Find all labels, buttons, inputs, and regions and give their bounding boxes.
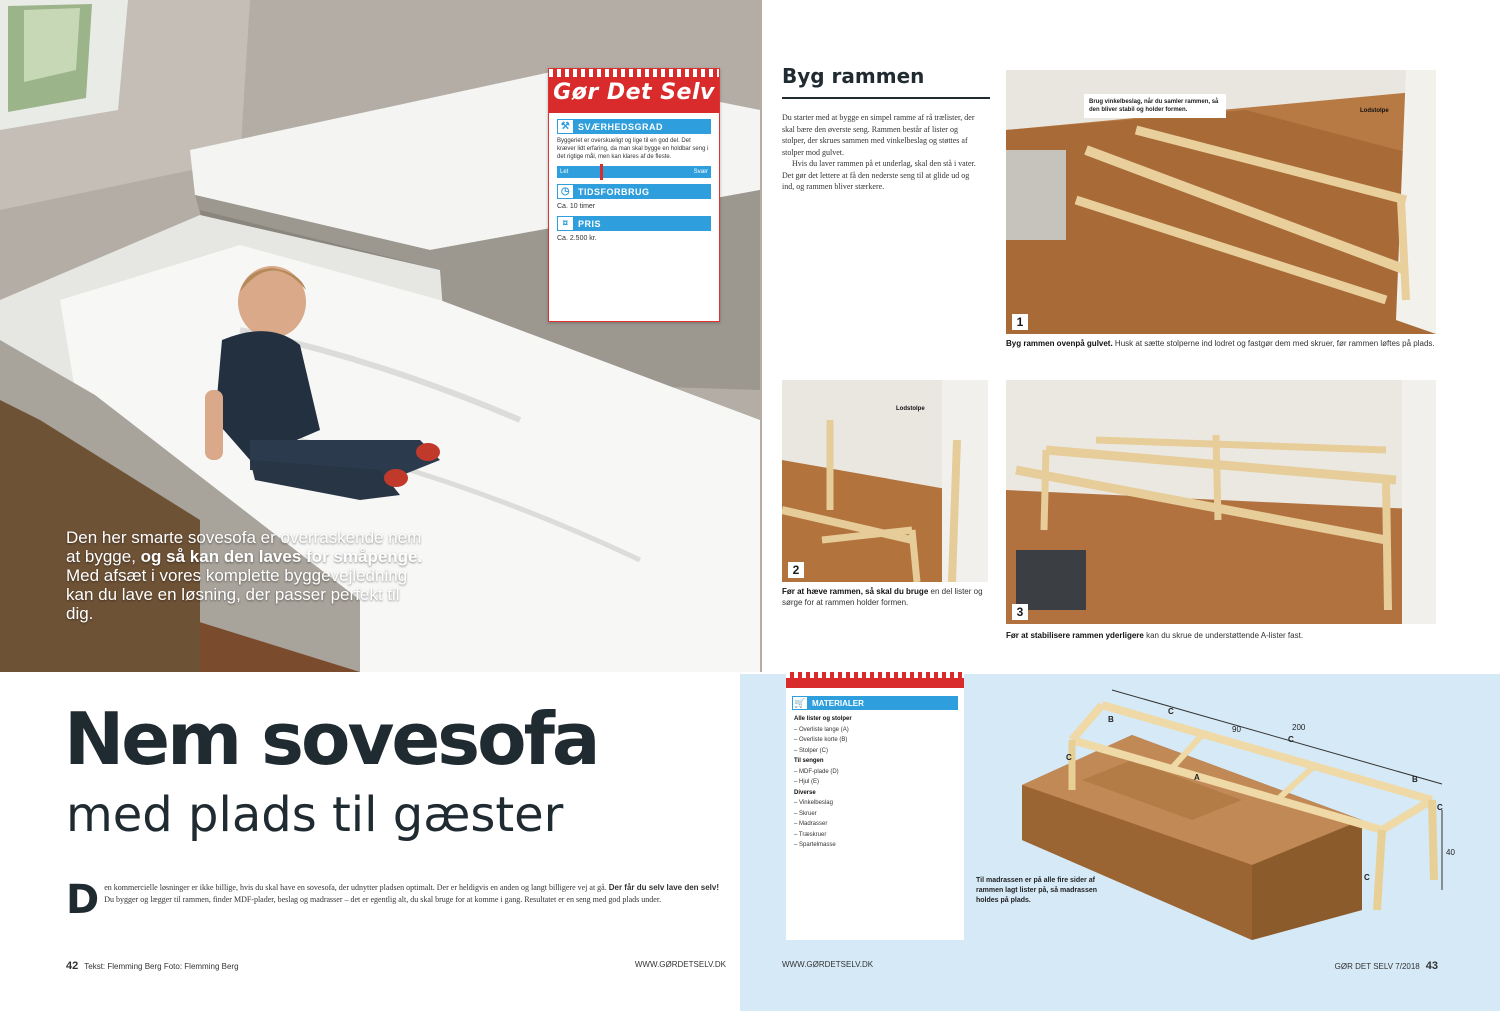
dim-top: 200: [1292, 723, 1306, 732]
materials-item: – Spartelmasse: [794, 842, 836, 848]
time-value: Ca. 10 timer: [557, 203, 596, 210]
materials-item: – Skruer: [794, 810, 817, 817]
diy-box-title: Gør Det Selv: [549, 69, 719, 113]
photo1-callout: Brug vinkelbeslag, når du samler rammen, så den bliver stabil og holder formen.: [1084, 94, 1226, 118]
page-number-right: 43: [1425, 960, 1438, 972]
clock-icon: ◷: [557, 184, 574, 199]
step-photo-1: [1006, 70, 1436, 334]
materials-heading: 🛒 MATERIALER: [792, 696, 958, 710]
photo3-caption: Før at stabilisere rammen yderligere kan du skrue de understøttende A-lister fast.: [1006, 631, 1304, 640]
page-subtitle: med plads til gæster: [66, 787, 564, 843]
credit: Tekst: Flemming Berg Foto: Flemming Berg: [84, 962, 239, 971]
materials-group-title: Til sengen: [794, 758, 824, 764]
folio-left: [66, 960, 726, 972]
materials-item: – Overliste korte (B): [794, 737, 848, 743]
materials-item: – Stolper (C): [794, 747, 829, 754]
label-a1: A: [1194, 773, 1200, 782]
difficulty-text: Byggeriet er overskueligt og lige til en god del. Det kræver lidt erfaring, da man skal bygge en holdbar seng i det rigtige mål, men kan klares af de fleste.: [557, 138, 709, 160]
step-photo-2: [782, 380, 988, 582]
materials-item: – MDF-plade (D): [794, 768, 839, 775]
photo1-number: 1: [1012, 314, 1028, 330]
step-photo-3-illustration: [1006, 380, 1436, 624]
hero-photo: [0, 0, 762, 672]
dim-side: 90: [1232, 725, 1241, 734]
label-c1: C: [1168, 707, 1174, 716]
label-b2: B: [1412, 775, 1418, 784]
photo2-caption: Før at hæve rammen, så skal du bruge en del lister og sørge for at rammen holder formen.: [782, 587, 983, 607]
website-url-left[interactable]: WWW.GØRDETSELV.DK: [634, 960, 726, 969]
time-heading: ◷ TIDSFORBRUG: [557, 184, 711, 199]
tools-icon: ⚒: [557, 119, 574, 134]
section-text: Du starter med at bygge en simpel ramme af rå trælister, der skal bære den øverste seng. Rammen består af lister og stolper, der skrues sammen med vinkelbeslag og støttes af stolper mod gulvet. Hvis du laver rammen på et underlag, skal den stå i vater. Det gør det lettere at få den nederste seng til at glide ud og ind, og rammen bliver stærkere.: [782, 113, 976, 191]
photo2-tag: Lodstolpe: [896, 406, 925, 412]
photo1-caption: Byg rammen ovenpå gulvet. Husk at sætte stolperne ind lodret og fastgør dem med skruer, før rammen løftes på plads.: [1006, 339, 1435, 348]
materials-item: – Hjul (E): [794, 779, 820, 785]
cart-icon: 🛒: [792, 696, 808, 710]
difficulty-meter: Let Svær: [557, 166, 711, 178]
section-title: Byg rammen: [782, 64, 925, 88]
materials-item: – Overliste lange (A): [794, 726, 849, 733]
difficulty-marker: [600, 164, 603, 180]
materials-group-title: Diverse: [794, 789, 816, 796]
materials-item: – Vinkelbeslag: [794, 800, 833, 806]
photo1-tag: Lodstolpe: [1360, 108, 1389, 114]
page-number-left: 42: [66, 960, 79, 972]
folio-right: [782, 960, 1438, 972]
intro-paragraph: D en kommercielle løsninger er ikke billige, hvis du skal have en sovesofa, der udnytter pladsen optimalt. Der er heldigvis en anden og langt billigere vej at gå. Der får du selv lave den selv! Du bygger og lægger til rammen, finder MDF-plader, beslag og madrasser – det er egentlig alt, du skal bruge for at komme i gang. Resultatet er en seng med god plads under.: [66, 877, 720, 923]
diy-info-box: [548, 68, 720, 322]
materials-group-title: Alle lister og stolper: [794, 716, 852, 722]
materials-list: [794, 714, 956, 851]
price-value: Ca. 2.500 kr.: [557, 235, 597, 242]
label-c5: C: [1437, 803, 1443, 812]
materials-item: – Træskruer: [794, 831, 827, 838]
section-rule: [782, 97, 990, 99]
hero-caption: Den her smarte sovesofa er overraskende nem at bygge, og så kan den laves for småpenge. Med afsæt i vores komplette byggevejledning kan du lave en løsning, der passer perfekt til dig.: [66, 528, 423, 623]
page-title: Nem sovesofa: [64, 697, 598, 781]
step-photo-2-illustration: [782, 380, 988, 582]
coins-icon: ¤: [557, 216, 574, 231]
issue-label: GØR DET SELV 7/2018: [1334, 962, 1420, 971]
photo2-number: 2: [788, 562, 804, 578]
price-heading: ¤ PRIS: [557, 216, 711, 231]
label-c4: C: [1364, 873, 1370, 882]
dim-height: 40: [1446, 848, 1455, 857]
materials-item: – Madrasser: [794, 821, 828, 827]
label-b1: B: [1108, 715, 1114, 724]
diagram-note: Til madrassen er på alle fire sider af rammen lagt lister på, så madrassen holdes på plads.: [976, 877, 1097, 904]
materials-box: [786, 672, 964, 940]
photo3-number: 3: [1012, 604, 1028, 620]
label-c2: C: [1288, 735, 1294, 744]
intro-dropcap: D: [66, 877, 100, 923]
step-photo-3: [1006, 380, 1436, 624]
difficulty-heading: ⚒ SVÆRHEDSGRAD: [557, 119, 711, 134]
website-url-right[interactable]: WWW.GØRDETSELV.DK: [782, 960, 874, 969]
label-c3: C: [1066, 753, 1072, 762]
